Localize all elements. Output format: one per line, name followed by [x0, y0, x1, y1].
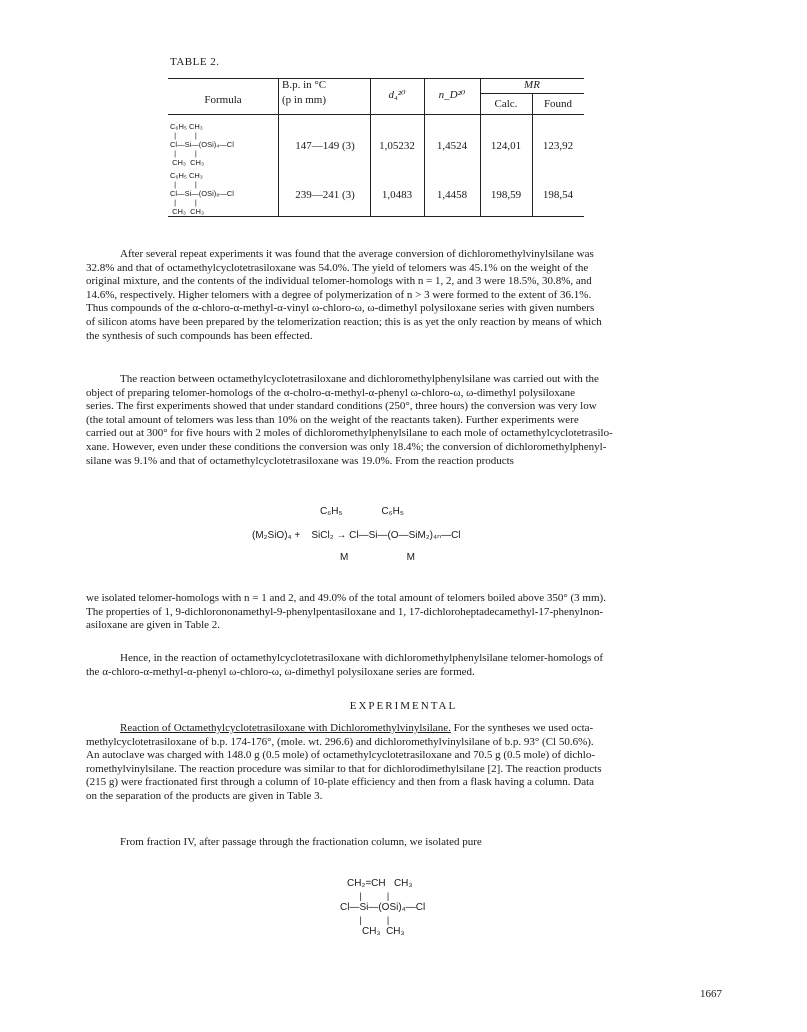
paragraph-1: After several repeat experiments it was found that the average conversion of dichloromethylvinylsilane was 32.8% and that of octamethylcyclotetrasiloxane was 54.0%. The yield of telomers was 45.1% on the weight of the original mixture, and the contents of the individual telomer-homologs with n = 1, 2, and 3 were 18.5%, 30.8%, and 14.6%, respectively. Higher telomers with a degree of polymerization of n > 3 were formed to the extent of 36.1%. Thus compounds of the α-chloro-α-methyl-α-vinyl ω-chloro-ω, ω-dimethyl polysiloxane series with given numbers of silicon atoms have been prepared by the telomerization reaction; this is as yet the only reaction by means of which the synthesis of such compounds has been effected.	[86, 248, 602, 342]
structure-line3: CH₃ CH₃	[362, 926, 405, 937]
header-found: Found	[543, 98, 573, 110]
row1-bp: 147—149 (3)	[295, 140, 355, 152]
row1-formula: C₆H₅ CH₃ | | Cl—Si—(OSi)₄—Cl | | CH₃ CH₃	[170, 122, 234, 167]
equation-mid: (M₂SiO)₄ + SiCl₂ → Cl—Si—(O—SiM₂)₄ₙ—Cl	[252, 530, 461, 541]
section-heading: EXPERIMENTAL	[349, 700, 458, 712]
header-refractive: n_D²⁰	[438, 89, 466, 101]
paragraph-5: Reaction of Octamethylcyclotetrasiloxane with Dichloromethylvinylsilane. For the syntheses we used octa- methylcyclotetrasiloxane of b.p. 174-176°, (mole. wt. 296.6) and dichloromethylvinylsilane of b.p. 93° (Cl 50.6%). An autoclave was charged with 148.0 g (0.5 mole) of octamethylcyclotetrasiloxane and 70.5 g (0.5 mole) of dichlo- romethylvinylsilane. The reaction procedure was similar to that for dichlorodimethylsilane [2]. The reaction products (215 g) were fractionated first through a column of 10-plate efficiency and then from a flask having a column. Data on the separation of the products are given in Table 3.	[86, 722, 602, 802]
header-bp-line2: (p in mm)	[282, 94, 326, 106]
paragraph-2: The reaction between octamethylcyclotetrasiloxane and dichloromethylphenylsilane was carried out with the object of preparing telomer-homologs of the α-cholro-α-methyl-α-phenyl ω-chloro-ω, ω-dimethyl polysiloxane series. The first experiments showed that under standard conditions (250°, three hours) the conversion was very low (the total amount of telomers was less than 10% on the weight of the reactants taken). Further experiments were carried out at 300° for five hours with 2 moles of dichloromethylphenylsilane to each mole of octamethylcyclotetrasilo- xane. However, even under these conditions the conversion was only 18.4%; the conversion of dichloromethylphenyl- silane was 9.1% and that of octamethylcyclotetrasiloxane was 19.0%. From the reaction products	[86, 373, 613, 467]
row2-formula: C₆H₅ CH₃ | | Cl—Si—(OSi)₈—Cl | | CH₃ CH₃	[170, 171, 234, 216]
row1-calc: 124,01	[490, 140, 522, 152]
paragraph-4: Hence, in the reaction of octamethylcyclotetrasiloxane with dichloromethylphenylsilane telomer-homologs of the α-chloro-α-methyl-α-phenyl ω-chloro-ω, ω-dimethyl polysiloxane series are formed.	[86, 652, 604, 678]
structure-line1: CH₂=CH CH₃	[347, 878, 413, 889]
document-page: TABLE 2. Formula B.p. in °C (p in mm) d₄²⁰ n_D²⁰ MR Calc. Found C₆H₅ CH₃ | | Cl—Si—(OSi)₄—Cl | | CH₃ CH₃ 147—149 (3) 1,05232 1,4524 124,01 123,92 C₆H₅ CH₃ | | Cl—Si—(OSi)₈—Cl | | CH₃ CH₃ 239—241 (3) 1,0483 1,4458 198,59 198,54 After several repeat experiments it was found that the average conversion of dichloromethylvinylsilane was 32.8% and that of octamethylcyclotetrasiloxane was 54.0%. The yield of telomers was 45.1% on the weight of the original mixture, and the contents of the individual telomer-homologs with n = 1, 2, and 3 were 18.5%, 30.8%, and 14.6%, respectively. Higher telomers with a degree of polymerization of n > 3 were formed to the extent of 36.1%. Thus compounds of the α-chloro-α-methyl-α-vinyl ω-chloro-ω, ω-dimethyl polysiloxane series with given numbers of silicon atoms have been prepared by the telomerization reaction; this is as yet the only reaction by means of which the synthesis of such compounds has been effected. The reaction between octamethylcyclotetrasiloxane and dichloromethylphenylsilane was carried out with the object of preparing telomer-homologs of the α-cholro-α-methyl-α-phenyl ω-chloro-ω, ω-dimethyl polysiloxane series. The first experiments showed that under standard conditions (250°, three hours) the conversion was very low (the total amount of telomers was less than 10% on the weight of the reactants taken). Further experiments were carried out at 300° for five hours with 2 moles of dichloromethylphenylsilane to each mole of octamethylcyclotetrasilo- xane. However, even under these conditions the conversion was only 18.4%; the conversion of dichloromethylphenyl- silane was 9.1% and that of octamethylcyclotetrasiloxane was 19.0%. From the reaction products C₆H₅ C₆H₅ (M₂SiO)₄ + SiCl₂ → Cl—Si—(O—SiM₂)₄ₙ—Cl M M we isolated telomer-homologs with n = 1 and 2, and 49.0% of the total amount of telomers boiled above 350° (3 mm). The properties of 1, 9-dichlorononamethyl-9-phenylpentasiloxane and 1, 17-dichloroheptadecamethyl-17-phenylnon- asiloxane are given in Table 2. Hence, in the reaction of octamethylcyclotetrasiloxane with dichloromethylphenylsilane telomer-homologs of the α-chloro-α-methyl-α-phenyl ω-chloro-ω, ω-dimethyl polysiloxane series are formed. EXPERIMENTAL Reaction of Octamethylcyclotetrasiloxane with Dichloromethylvinylsilane. For the syntheses we used octa- methylcyclotetrasiloxane of b.p. 174-176°, (mole. wt. 296.6) and dichloromethylvinylsilane of b.p. 93° (Cl 50.6%). An autoclave was charged with 148.0 g (0.5 mole) of octamethylcyclotetrasiloxane and 70.5 g (0.5 mole) of dichlo- romethylvinylsilane. The reaction procedure was similar to that for dichlorodimethylsilane [2]. The reaction products (215 g) were fractionated first through a column of 10-plate efficiency and then from a flask having a column. Data on the separation of the products are given in Table 3. From fraction IV, after passage through the fractionation column, we isolated pure CH₂=CH CH₃ | | Cl—Si—(OSi)₄—Cl | | CH₃ CH₃ 1667	[0, 0, 807, 1032]
row2-density: 1,0483	[381, 189, 413, 201]
row2-bp: 239—241 (3)	[295, 189, 355, 201]
table-caption: TABLE 2.	[170, 56, 220, 68]
paragraph-6: From fraction IV, after passage through the fractionation column, we isolated pure	[120, 836, 482, 848]
header-density: d₄²⁰	[388, 89, 406, 101]
row2-refractive: 1,4458	[436, 189, 468, 201]
table-bottom-rule	[168, 216, 584, 217]
row1-found: 123,92	[542, 140, 574, 152]
section-title: Reaction of Octamethylcyclotetrasiloxane with Dichloromethylvinylsilane.	[120, 722, 451, 734]
table-header-rule	[168, 114, 584, 115]
structure-line2: Cl—Si—(OSi)₄—Cl	[340, 902, 426, 913]
row1-density: 1,05232	[379, 140, 415, 152]
row2-calc: 198,59	[490, 189, 522, 201]
paragraph-3: we isolated telomer-homologs with n = 1 and 2, and 49.0% of the total amount of telomers boiled above 350° (3 mm). The properties of 1, 9-dichlorononamethyl-9-phenylpentasiloxane and 1, 17-dichloroheptadecamethyl-17-phenylnon- asiloxane are given in Table 2.	[86, 592, 606, 632]
header-mr: MR	[524, 79, 540, 91]
data-table	[168, 78, 584, 218]
row2-found: 198,54	[542, 189, 574, 201]
page-number: 1667	[700, 988, 722, 1000]
equation-bottom: M M	[340, 552, 416, 563]
header-formula: Formula	[204, 94, 242, 106]
equation-top: C₆H₅ C₆H₅	[320, 506, 404, 517]
header-bp-line1: B.p. in °C	[282, 79, 327, 91]
row1-refractive: 1,4524	[436, 140, 468, 152]
header-calc: Calc.	[494, 98, 518, 110]
